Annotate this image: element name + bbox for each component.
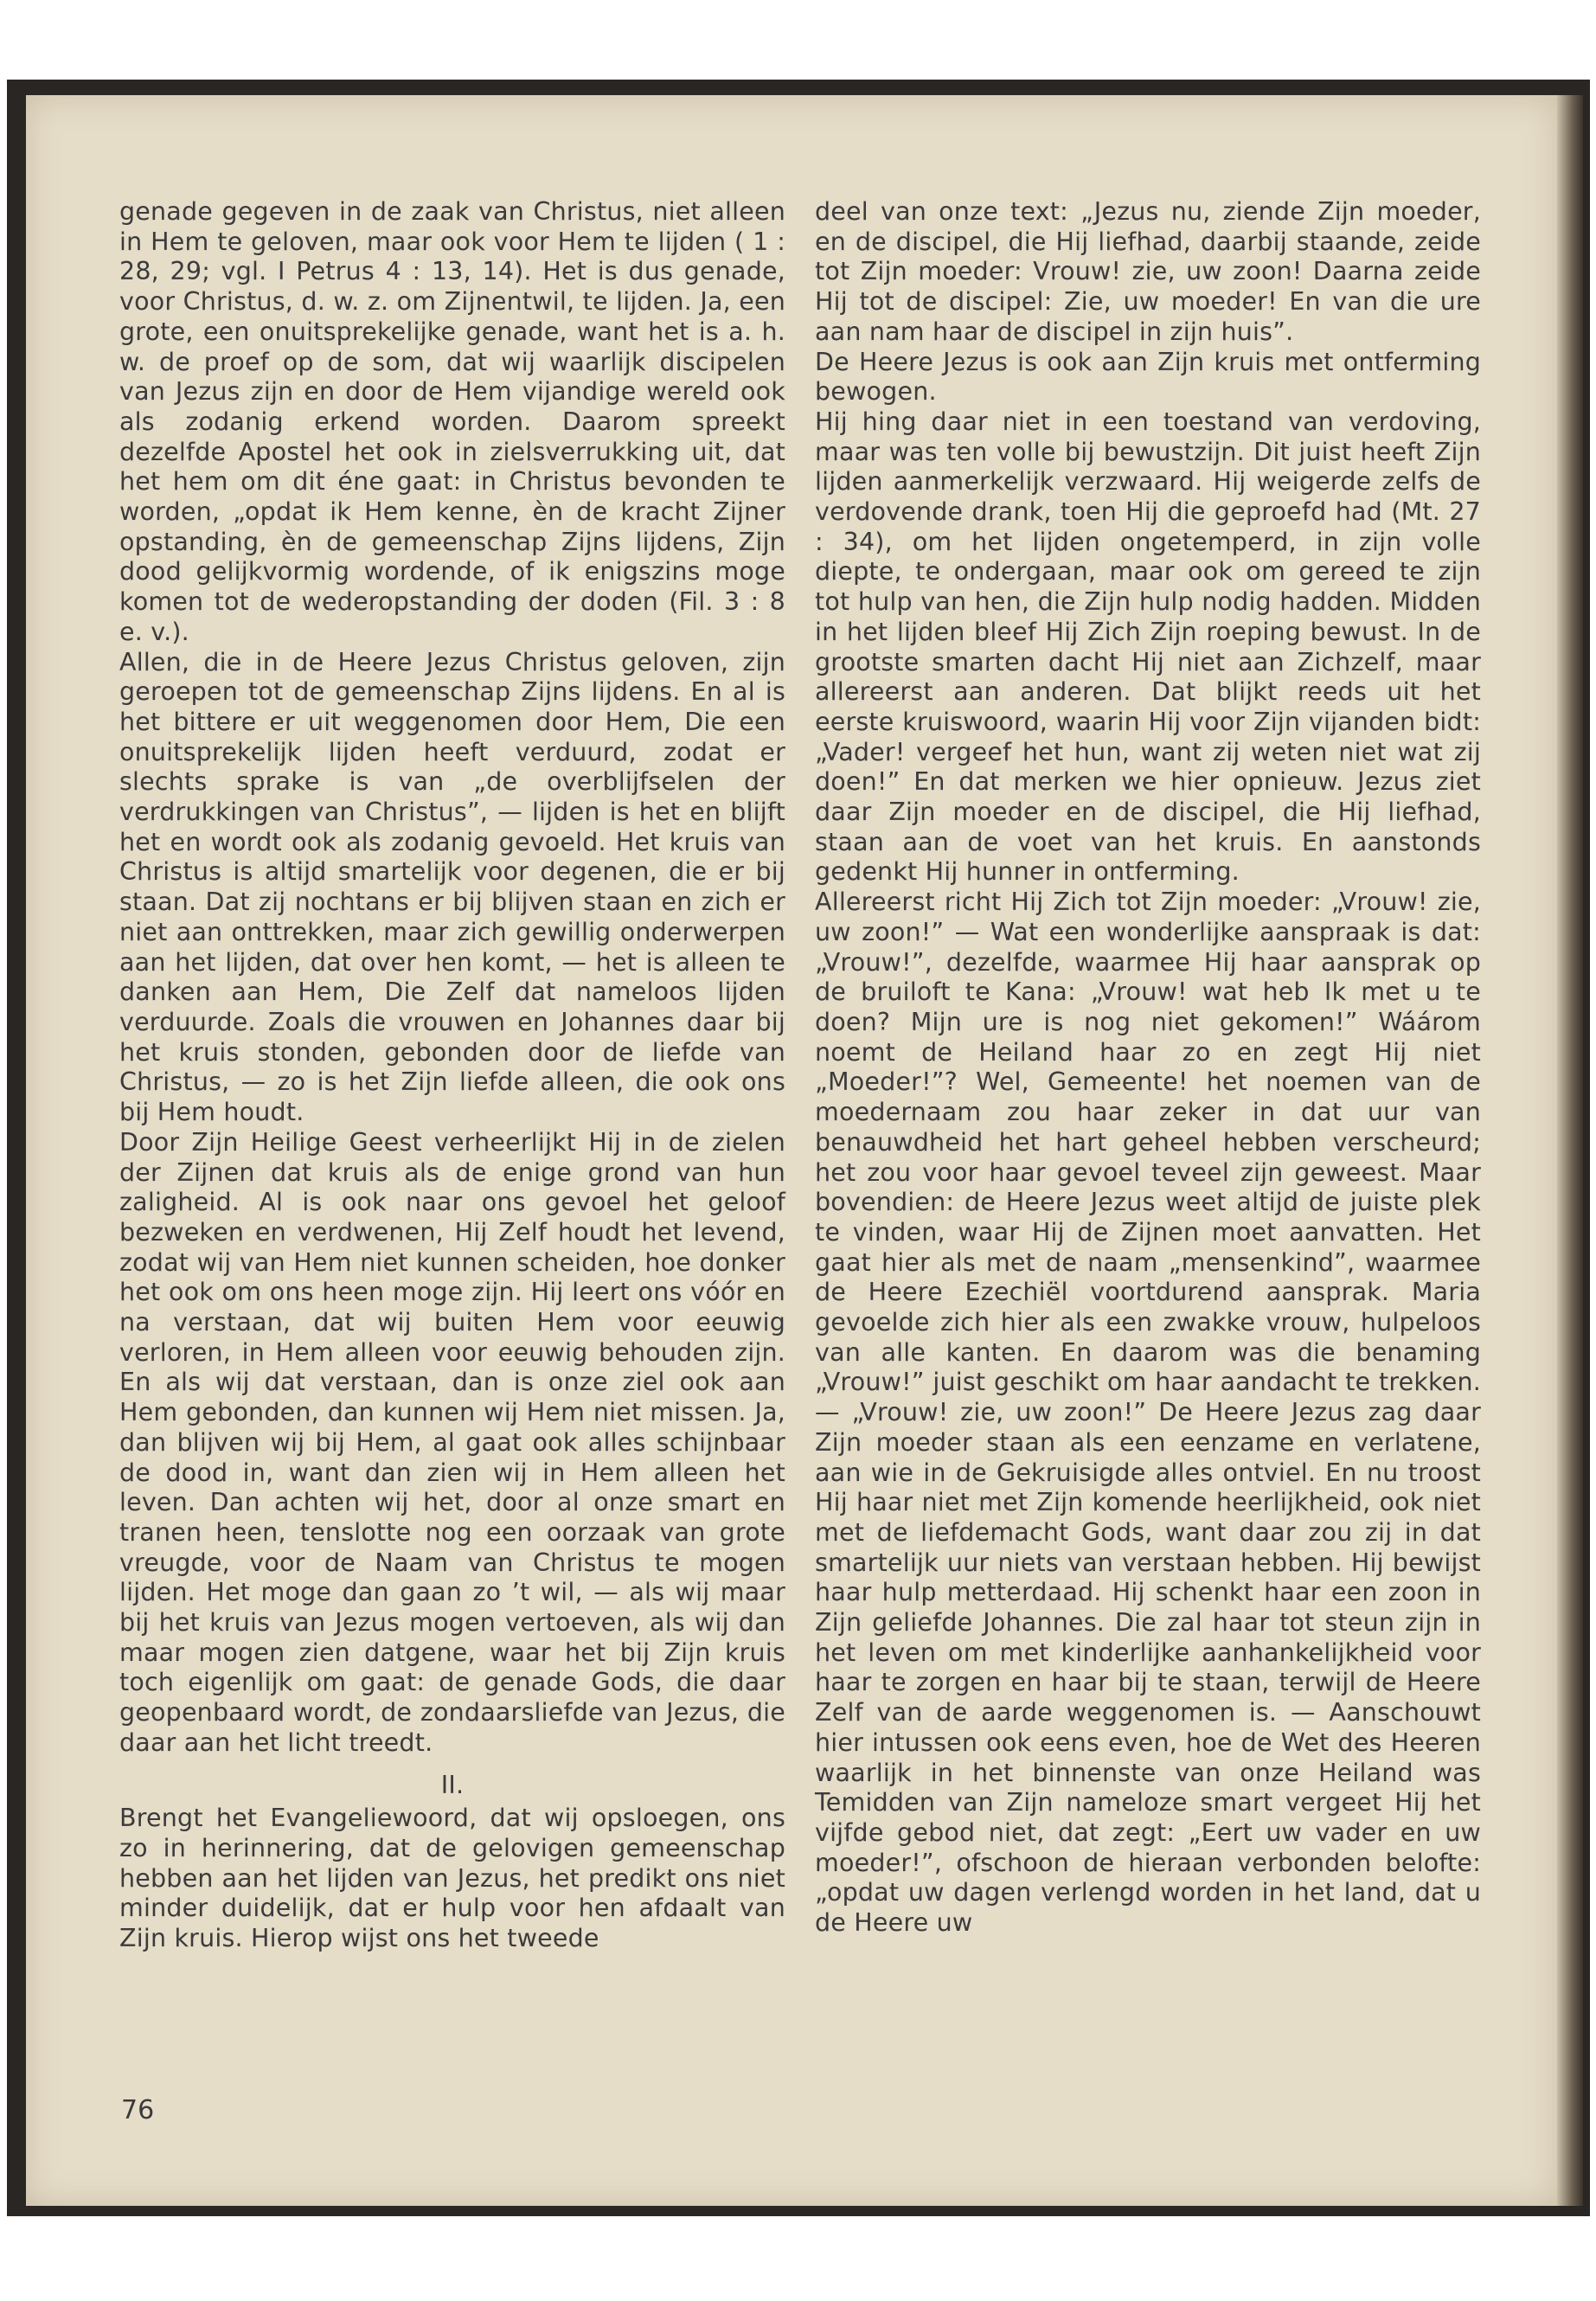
page-binding-edge (1557, 95, 1583, 2206)
left-text-column (119, 197, 785, 1954)
left-paragraph-1: genade gegeven in de zaak van Christus, niet alleen in Hem te geloven, maar ook voor Hem te lijden ( 1 : 28, 29; vgl. I Petrus 4 : 13, 14). Het is dus genade, voor Christus, d. w. z. om Zijnentwil, te lijden. Ja, een grote, een onuitsprekelijke genade, want het is a. h. w. de proef op de som, dat wij waarlijk discipelen van Jezus zijn en door de Hem vijandige wereld ook als zodanig erkend worden. Daarom spreekt dezelfde Apostel het ook in zielsverrukking uit, dat het hem om dit éne gaat: in Christus bevonden te worden, „opdat ik Hem kenne, èn de kracht Zijner opstanding, èn de gemeenschap Zijns lijdens, Zijn dood gelijkvormig wordende, of ik enigszins moge komen tot de wederopstanding der doden (Fil. 3 : 8 e. v.). (119, 197, 785, 646)
right-paragraph-4: Allereerst richt Hij Zich tot Zijn moeder: „Vrouw! zie, uw zoon!” — Wat een wonderlijke aanspraak is dat: „Vrouw!”, dezelfde, waarmee Hij haar aansprak op de bruiloft te Kana: „Vrouw! wat heb Ik met u te doen? Mijn ure is nog niet gekomen!” Wáárom noemt de Heiland haar zo en zegt Hij niet „Moeder!”? Wel, Gemeente! het noemen van de moedernaam zou haar zeker in dat uur van benauwdheid het hart geheel hebben verscheurd; het zou voor haar gevoel teveel zijn geweest. Maar bovendien: de Heere Jezus weet altijd de juiste plek te vinden, waar Hij de Zijnen moet aanvatten. Het gaat hier als met de naam „mensenkind”, waarmee de Heere Ezechiël voortdurend aansprak. Maria gevoelde zich hier als een zwakke vrouw, hulpeloos van alle kanten. En daarom was die benaming „Vrouw!” juist geschikt om haar aandacht te trekken. — „Vrouw! zie, uw zoon!” De Heere Jezus zag daar Zijn moeder staan als een eenzame en verlatene, aan wie in de Gekruisigde alles ontviel. En nu troost Hij haar niet met Zijn komende heerlijkheid, ook niet met de liefdemacht Gods, want daar zou zij in dat smartelijk uur niets van verstaan hebben. Hij bewijst haar hulp metterdaad. Hij schenkt haar een zoon in Zijn geliefde Johannes. Die zal haar tot steun zijn in het leven om met kinderlijke aanhankelijkheid voor haar te zorgen en haar bij te staan, terwijl de Heere Zelf van de aarde weggenomen is. — Aanschouwt hier intussen ook eens even, hoe de Wet des Heeren waarlijk in het binnenste van onze Heiland was Temidden van Zijn nameloze smart vergeet Hij het vijfde gebod niet, dat zegt: „Eert uw vader en uw moeder!”, ofschoon de hieraan verbonden belofte: „opdat uw dagen verlengd worden in het land, dat u de Heere uw (815, 888, 1481, 1938)
section-heading: II. (440, 1770, 465, 1799)
right-paragraph-1: deel van onze text: „Jezus nu, ziende Zijn moeder, en de discipel, die Hij liefhad, daarbij staande, zeide tot Zijn moeder: Vrouw! zie, uw zoon! Daarna zeide Hij tot de discipel: Zie, uw moeder! En van die ure aan nam haar de discipel in zijn huis”. (815, 197, 1481, 346)
right-paragraph-2: De Heere Jezus is ook aan Zijn kruis met ontferming bewogen. (815, 347, 1481, 407)
right-paragraph-3: Hij hing daar niet in een toestand van verdoving, maar was ten volle bij bewustzijn. Dit juist heeft Zijn lijden aanmerkelijk verzwaard. Hij weigerde zelfs de verdovende drank, toen Hij die geproefd had (Mt. 27 : 34), om het lijden ongetemperd, in zijn volle diepte, te ondergaan, maar ook om gereed te zijn tot hulp van hen, die Zijn hulp nodig hadden. Midden in het lijden bleef Hij Zich Zijn roeping bewust. In de grootste smarten dacht Hij niet aan Zichzelf, maar allereerst aan anderen. Dat blijkt reeds uit het eerste kruiswoord, waarin Hij voor Zijn vijanden bidt: „Vader! vergeef het hun, want zij weten niet wat zij doen!” En dat merken we hier opnieuw. Jezus ziet daar Zijn moeder en de discipel, die Hij liefhad, staan aan de voet van het kruis. En aanstonds gedenkt Hij hunner in ontferming. (815, 407, 1481, 887)
page-number: 76 (121, 2095, 155, 2125)
left-paragraph-4: Brengt het Evangeliewoord, dat wij opsloegen, ons zo in herinnering, dat de gelovigen gemeenschap hebben aan het lijden van Jezus, het predikt ons niet minder duidelijk, dat er hulp voor hen afdaalt van Zijn kruis. Hierop wijst ons het tweede (119, 1804, 785, 1953)
right-text-column (815, 197, 1481, 1939)
left-paragraph-2: Allen, die in de Heere Jezus Christus geloven, zijn geroepen tot de gemeenschap Zijns lijdens. En al is het bittere er uit weggenomen door Hem, Die een onuitsprekelijk lijden heeft verduurd, zodat er slechts sprake is van „de overblijfselen der verdrukkingen van Christus”, — lijden is het en blijft het en wordt ook als zodanig gevoeld. Het kruis van Christus is altijd smartelijk voor degenen, die er bij staan. Dat zij nochtans er bij blijven staan en zich er niet aan onttrekken, maar zich gewillig onderwerpen aan het lijden, dat over hen komt, — het is alleen te danken aan Hem, Die Zelf dat nameloos lijden verduurde. Zoals die vrouwen en Johannes daar bij het kruis stonden, gebonden door de liefde van Christus, — zo is het Zijn liefde alleen, die ook ons bij Hem houdt. (119, 647, 785, 1127)
left-paragraph-3: Door Zijn Heilige Geest verheerlijkt Hij in de zielen der Zijnen dat kruis als de enige grond van hun zaligheid. Al is ook naar ons gevoel het geloof bezweken en verdwenen, Hij Zelf houdt het levend, zodat wij van Hem niet kunnen scheiden, hoe donker het ook om ons heen moge zijn. Hij leert ons vóór en na verstaan, dat wij buiten Hem voor eeuwig verloren, in Hem alleen voor eeuwig behouden zijn. En als wij dat verstaan, dan is onze ziel ook aan Hem gebonden, dan kunnen wij Hem niet missen. Ja, dan blijven wij bij Hem, al gaat ook alles schijnbaar de dood in, want dan zien wij in Hem alleen het leven. Dan achten wij het, door al onze smart en tranen heen, tenslotte nog een oorzaak van grote vreugde, voor de Naam van Christus te mogen lijden. Het moge dan gaan zo ’t wil, — als wij maar bij het kruis van Jezus mogen vertoeven, als wij dan maar mogen zien datgene, waar het bij Zijn kruis toch eigenlijk om gaat: de genade Gods, die daar geopenbaard wordt, de zondaarsliefde van Jezus, die daar aan het licht treedt. (119, 1127, 785, 1757)
